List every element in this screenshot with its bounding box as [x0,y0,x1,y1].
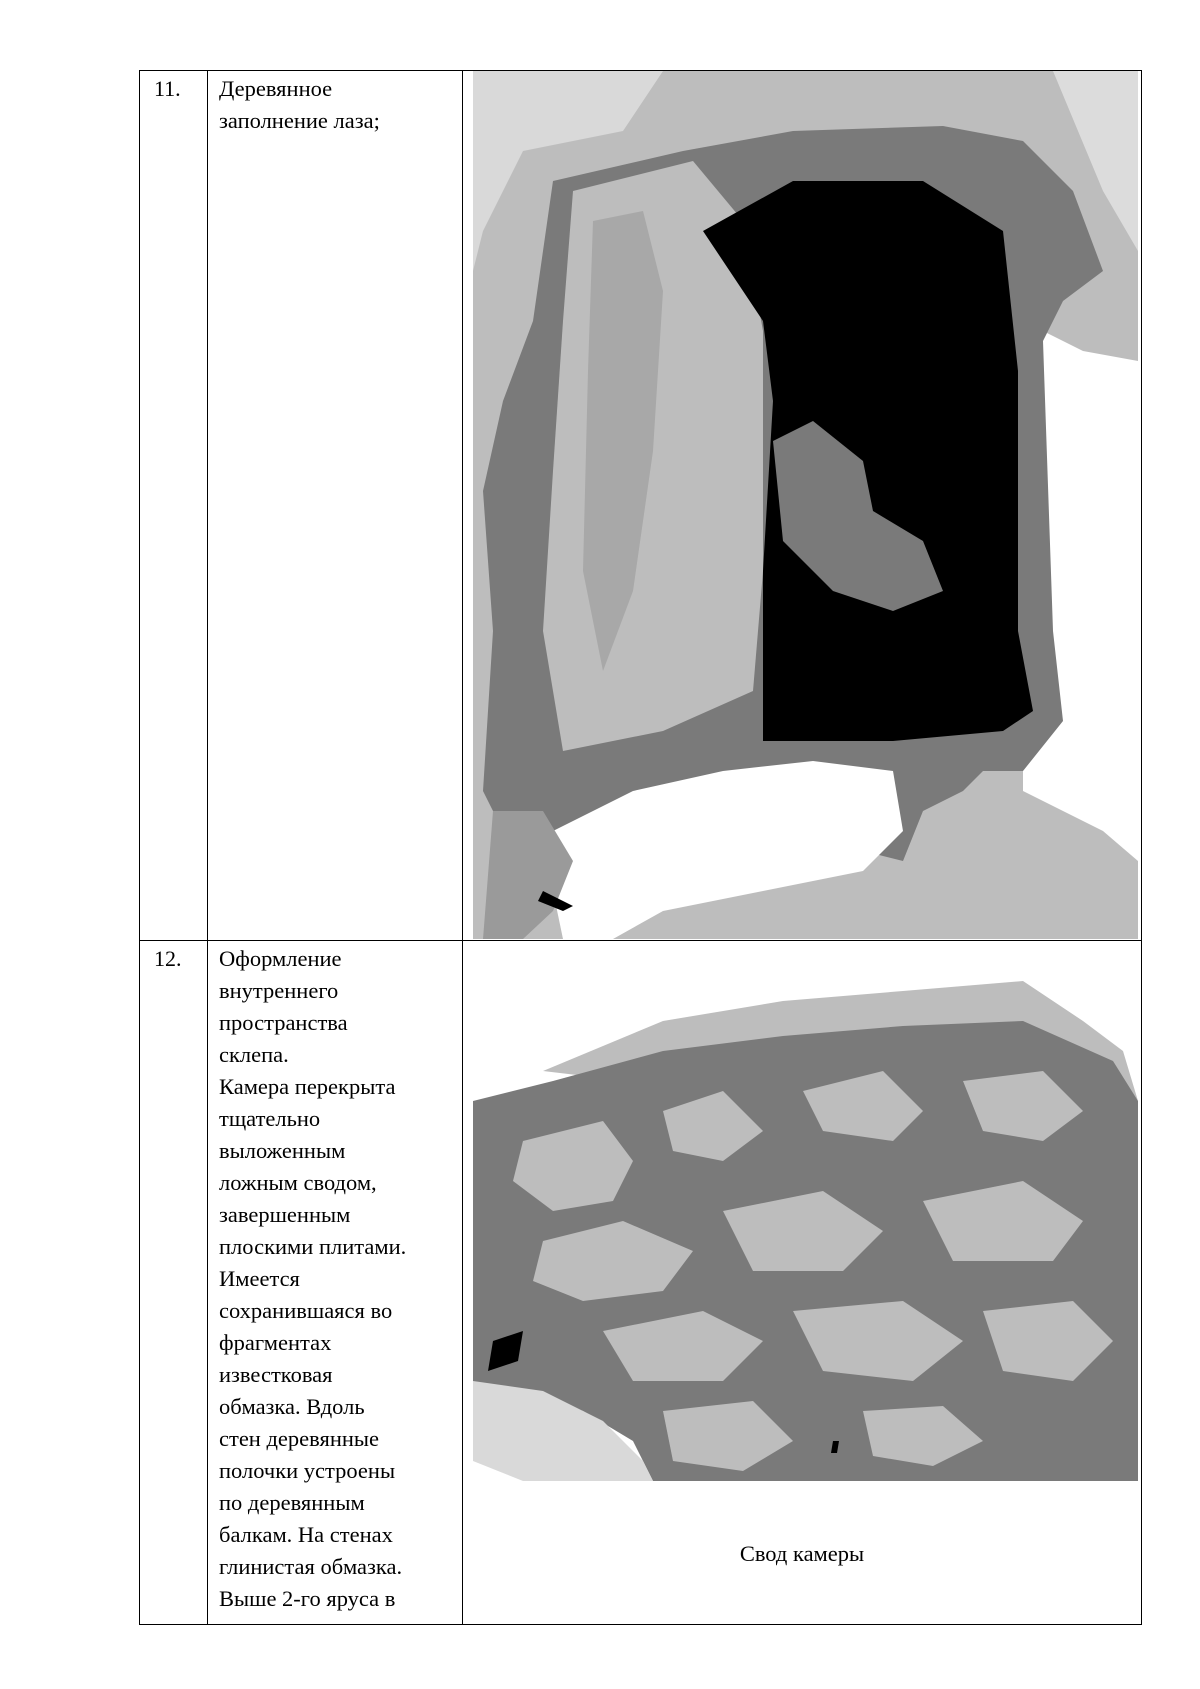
photo-image [463,71,1142,939]
description-cell [208,71,463,941]
description-line: Деревянное [219,76,333,101]
description-text [208,73,462,137]
photo-caption: Свод камеры [739,1541,865,1566]
description-text [208,943,462,1615]
table-row [140,941,1142,1625]
description-line: завершенным [219,1202,351,1227]
description-line: внутреннего [219,978,339,1003]
description-line: полочки устроены [219,1458,396,1483]
description-line: сохранившаяся во [219,1298,393,1323]
description-line: плоскими плитами. [219,1234,407,1259]
description-cell [208,941,463,1625]
description-line: тщательно [219,1106,321,1131]
row-number: 12. [154,946,182,971]
description-line: ложным сводом, [219,1170,377,1195]
table-row [140,71,1142,941]
photo-cell [463,71,1142,941]
description-line: балкам. На стенах [219,1522,393,1547]
description-line: заполнение лаза; [219,108,380,133]
description-line: обмазка. Вдоль [219,1394,365,1419]
photo-entrance-wooden-fill [463,71,1141,939]
description-line: известковая [219,1362,333,1387]
row-number-cell [140,941,208,1625]
description-line: глинистая обмазка. [219,1554,403,1579]
description-line: Выше 2-го яруса в [219,1586,396,1611]
description-table [139,70,1142,1625]
photo-image [463,941,1142,1501]
row-number: 11. [154,76,181,101]
photo-cell [463,941,1142,1625]
description-line: Оформление [219,946,342,971]
description-line: по деревянным [219,1490,365,1515]
description-line: стен деревянные [219,1426,380,1451]
description-line: Имеется [219,1266,300,1291]
photo-vault-ceiling [463,941,1141,1566]
description-line: пространства [219,1010,348,1035]
row-number-cell [140,71,208,941]
description-line: склепа. [219,1042,289,1067]
description-line: Камера перекрыта [219,1074,396,1099]
description-line: фрагментах [219,1330,332,1355]
description-line: выложенным [219,1138,346,1163]
